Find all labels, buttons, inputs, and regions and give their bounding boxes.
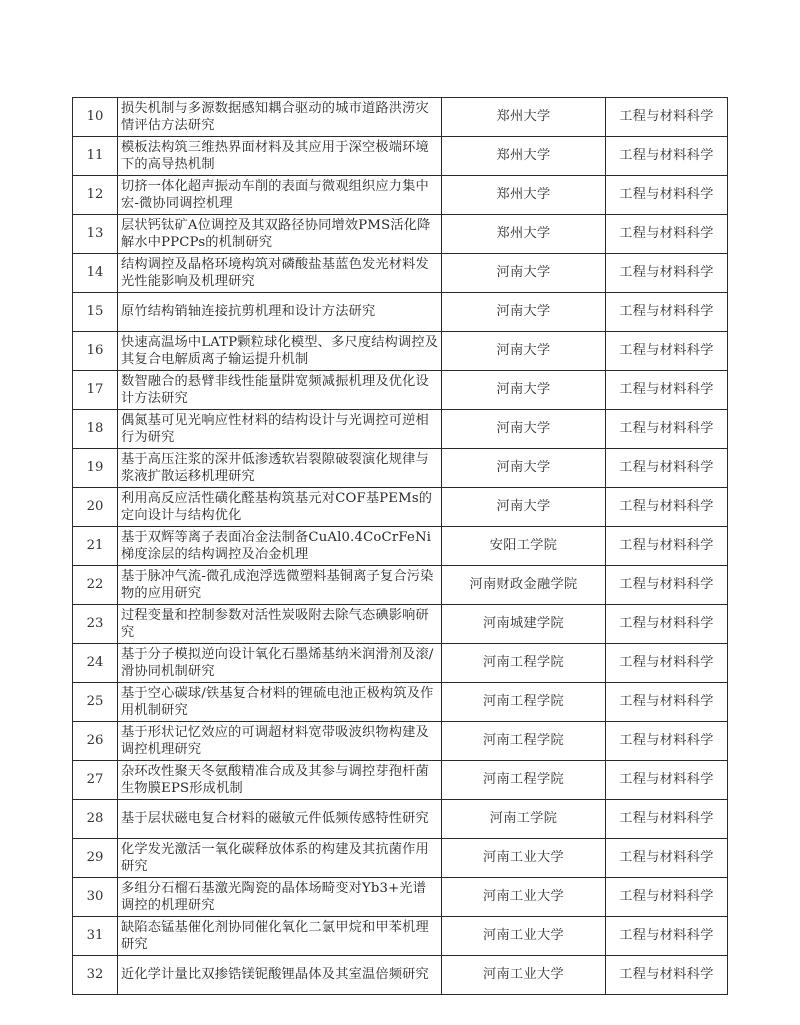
discipline: 工程与材料科学 <box>606 137 728 176</box>
discipline: 工程与材料科学 <box>606 800 728 839</box>
row-number: 32 <box>73 956 118 995</box>
table-row <box>73 761 728 800</box>
discipline: 工程与材料科学 <box>606 605 728 644</box>
table-row <box>73 566 728 605</box>
project-title: 多组分石榴石基激光陶瓷的晶体场畸变对Yb3+光谱调控的机理研究 <box>118 878 442 917</box>
discipline: 工程与材料科学 <box>606 761 728 800</box>
project-title: 数智融合的悬臂非线性能量阱宽频减振机理及优化设计方法研究 <box>118 371 442 410</box>
table-row <box>73 215 728 254</box>
table-row <box>73 371 728 410</box>
project-title: 偶氮基可见光响应性材料的结构设计与光调控可逆相行为研究 <box>118 410 442 449</box>
table-row <box>73 527 728 566</box>
table-row <box>73 137 728 176</box>
institution: 河南工程学院 <box>442 722 606 761</box>
discipline: 工程与材料科学 <box>606 215 728 254</box>
institution: 河南工程学院 <box>442 644 606 683</box>
institution: 郑州大学 <box>442 137 606 176</box>
discipline: 工程与材料科学 <box>606 293 728 332</box>
project-title: 原竹结构销轴连接抗剪机理和设计方法研究 <box>118 293 442 332</box>
project-title: 基于高压注浆的深井低渗透软岩裂隙破裂演化规律与浆液扩散运移机理研究 <box>118 449 442 488</box>
row-number: 26 <box>73 722 118 761</box>
table-row <box>73 410 728 449</box>
table-row <box>73 644 728 683</box>
discipline: 工程与材料科学 <box>606 917 728 956</box>
institution: 河南大学 <box>442 293 606 332</box>
discipline: 工程与材料科学 <box>606 488 728 527</box>
project-title: 过程变量和控制参数对活性炭吸附去除气态碘影响研究 <box>118 605 442 644</box>
project-title: 缺陷态锰基催化剂协同催化氧化二氯甲烷和甲苯机理研究 <box>118 917 442 956</box>
institution: 河南工业大学 <box>442 956 606 995</box>
discipline: 工程与材料科学 <box>606 722 728 761</box>
table-row <box>73 722 728 761</box>
project-title: 利用高反应活性磺化醛基构筑基元对COF基PEMs的定向设计与结构优化 <box>118 488 442 527</box>
table-row <box>73 293 728 332</box>
table-row <box>73 839 728 878</box>
institution: 郑州大学 <box>442 98 606 137</box>
row-number: 31 <box>73 917 118 956</box>
institution: 郑州大学 <box>442 176 606 215</box>
row-number: 14 <box>73 254 118 293</box>
institution: 安阳工学院 <box>442 527 606 566</box>
project-title: 近化学计量比双掺锆镁铌酸锂晶体及其室温倍频研究 <box>118 956 442 995</box>
discipline: 工程与材料科学 <box>606 332 728 371</box>
institution: 河南大学 <box>442 410 606 449</box>
row-number: 19 <box>73 449 118 488</box>
discipline: 工程与材料科学 <box>606 527 728 566</box>
institution: 河南城建学院 <box>442 605 606 644</box>
institution: 河南大学 <box>442 371 606 410</box>
row-number: 27 <box>73 761 118 800</box>
project-title: 损失机制与多源数据感知耦合驱动的城市道路洪涝灾情评估方法研究 <box>118 98 442 137</box>
project-title: 快速高温场中LATP颗粒球化模型、多尺度结构调控及其复合电解质离子输运提升机制 <box>118 332 442 371</box>
row-number: 11 <box>73 137 118 176</box>
discipline: 工程与材料科学 <box>606 449 728 488</box>
row-number: 16 <box>73 332 118 371</box>
row-number: 20 <box>73 488 118 527</box>
table-body <box>73 98 728 995</box>
institution: 河南大学 <box>442 488 606 527</box>
institution: 郑州大学 <box>442 215 606 254</box>
project-title: 模板法构筑三维热界面材料及其应用于深空极端环境下的高导热机制 <box>118 137 442 176</box>
institution: 河南大学 <box>442 449 606 488</box>
project-title: 杂环改性聚天冬氨酸精准合成及其参与调控芽孢杆菌生物膜EPS形成机制 <box>118 761 442 800</box>
project-title: 基于双辉等离子表面冶金法制备CuAl0.4CoCrFeNi梯度涂层的结构调控及冶金机理 <box>118 527 442 566</box>
row-number: 12 <box>73 176 118 215</box>
discipline: 工程与材料科学 <box>606 878 728 917</box>
table-row <box>73 254 728 293</box>
discipline: 工程与材料科学 <box>606 98 728 137</box>
table-row <box>73 917 728 956</box>
institution: 河南工业大学 <box>442 878 606 917</box>
table-row <box>73 449 728 488</box>
table-row <box>73 800 728 839</box>
row-number: 21 <box>73 527 118 566</box>
discipline: 工程与材料科学 <box>606 254 728 293</box>
institution: 河南大学 <box>442 254 606 293</box>
project-list-table <box>72 97 728 995</box>
project-title: 层状钙钛矿A位调控及其双路径协同增效PMS活化降解水中PPCPs的机制研究 <box>118 215 442 254</box>
discipline: 工程与材料科学 <box>606 683 728 722</box>
table-row <box>73 956 728 995</box>
row-number: 15 <box>73 293 118 332</box>
table-row <box>73 878 728 917</box>
table-row <box>73 683 728 722</box>
row-number: 23 <box>73 605 118 644</box>
discipline: 工程与材料科学 <box>606 644 728 683</box>
institution: 河南财政金融学院 <box>442 566 606 605</box>
discipline: 工程与材料科学 <box>606 956 728 995</box>
row-number: 24 <box>73 644 118 683</box>
row-number: 10 <box>73 98 118 137</box>
row-number: 30 <box>73 878 118 917</box>
institution: 河南工学院 <box>442 800 606 839</box>
project-title: 化学发光激活一氧化碳释放体系的构建及其抗菌作用研究 <box>118 839 442 878</box>
discipline: 工程与材料科学 <box>606 410 728 449</box>
institution: 河南工程学院 <box>442 761 606 800</box>
institution: 河南工程学院 <box>442 683 606 722</box>
project-title: 基于脉冲气流-微孔成泡浮选微塑料基铜离子复合污染物的应用研究 <box>118 566 442 605</box>
discipline: 工程与材料科学 <box>606 176 728 215</box>
table-row <box>73 605 728 644</box>
project-title: 基于分子模拟逆向设计氧化石墨烯基纳米润滑剂及滚/滑协同机制研究 <box>118 644 442 683</box>
project-title: 结构调控及晶格环境构筑对磷酸盐基蓝色发光材料发光性能影响及机理研究 <box>118 254 442 293</box>
table-row <box>73 176 728 215</box>
project-title: 切挤一体化超声振动车削的表面与微观组织应力集中宏-微协同调控机理 <box>118 176 442 215</box>
discipline: 工程与材料科学 <box>606 566 728 605</box>
row-number: 28 <box>73 800 118 839</box>
row-number: 29 <box>73 839 118 878</box>
table-row <box>73 488 728 527</box>
table-row <box>73 332 728 371</box>
institution: 河南大学 <box>442 332 606 371</box>
discipline: 工程与材料科学 <box>606 371 728 410</box>
project-title: 基于层状磁电复合材料的磁敏元件低频传感特性研究 <box>118 800 442 839</box>
project-title: 基于空心碳球/铁基复合材料的锂硫电池正极构筑及作用机制研究 <box>118 683 442 722</box>
row-number: 18 <box>73 410 118 449</box>
row-number: 13 <box>73 215 118 254</box>
row-number: 22 <box>73 566 118 605</box>
table-row <box>73 98 728 137</box>
discipline: 工程与材料科学 <box>606 839 728 878</box>
row-number: 17 <box>73 371 118 410</box>
row-number: 25 <box>73 683 118 722</box>
institution: 河南工业大学 <box>442 917 606 956</box>
institution: 河南工业大学 <box>442 839 606 878</box>
project-title: 基于形状记忆效应的可调超材料宽带吸波织物构建及调控机理研究 <box>118 722 442 761</box>
